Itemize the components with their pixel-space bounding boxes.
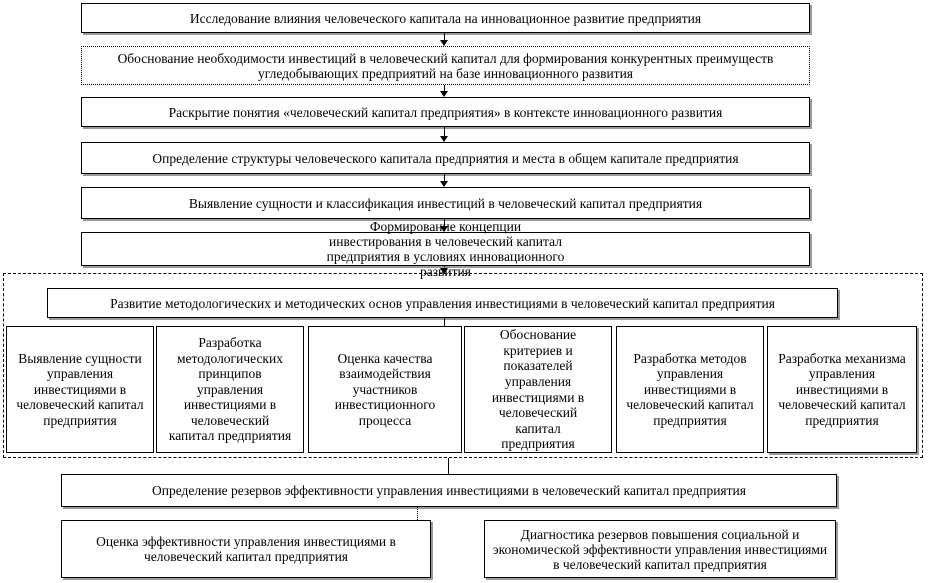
connector-group-reserves <box>448 458 449 474</box>
step-2-box: Обоснование необходимости инвестиций в человеческий капитал для формирования конкурентных преимуществ угледобывающих предприятий на базе инновационного развития <box>81 46 810 85</box>
group-item-5-box: Разработка методов управления инвестициями в человеческий капитал предприятия <box>616 326 764 453</box>
group-header-box: Развитие методологических и методических основ управления инвестициями в человеческий капитал предприятия <box>47 288 838 318</box>
step-6-box: Формирование концепции инвестирования в человеческий капитал предприятия в условиях инновационного развития <box>81 232 810 266</box>
step-5-box: Выявление сущности и классификация инвестиций в человеческий капитал предприятия <box>81 187 810 219</box>
arrow-2-3-icon <box>440 91 448 97</box>
group-item-2-box: Разработка методологических принципов управления инвестициями в человеческий капитал предприятия <box>156 326 304 453</box>
connector-header-items <box>444 318 445 326</box>
arrow-5-6-icon <box>440 226 448 232</box>
reserves-diagnostics-box: Диагностика резервов повышения социальной и экономической эффективности управления инвестициями в человеческий капитал предприятия <box>484 520 836 578</box>
arrow-1-2-icon <box>440 40 448 46</box>
step-3-box: Раскрытие понятия «человеческий капитал предприятия» в контексте инновационного развития <box>81 97 810 127</box>
group-item-1-box: Выявление сущности управления инвестициями в человеческий капитал предприятия <box>6 326 154 453</box>
group-item-6-box: Разработка механизма управления инвестициями в человеческий капитал предприятия <box>767 326 917 453</box>
step-4-box: Определение структуры человеческого капитала предприятия и места в общем капитале предприятия <box>81 142 810 174</box>
arrow-4-5-icon <box>440 181 448 187</box>
step-1-box: Исследование влияния человеческого капитала на инновационное развитие предприятия <box>81 3 810 33</box>
efficiency-assessment-box: Оценка эффективности управления инвестициями в человеческий капитал предприятия <box>61 520 431 578</box>
connector-reserves-bottom <box>417 507 418 520</box>
arrow-3-4-icon <box>440 136 448 142</box>
group-item-4-box: Обоснование критериев и показателей управления инвестициями в человеческий капитал предприятия <box>464 326 612 453</box>
reserves-box: Определение резервов эффективности управления инвестициями в человеческий капитал предприятия <box>61 474 837 507</box>
group-item-3-box: Оценка качества взаимодействия участников инвестиционного процесса <box>308 326 462 453</box>
